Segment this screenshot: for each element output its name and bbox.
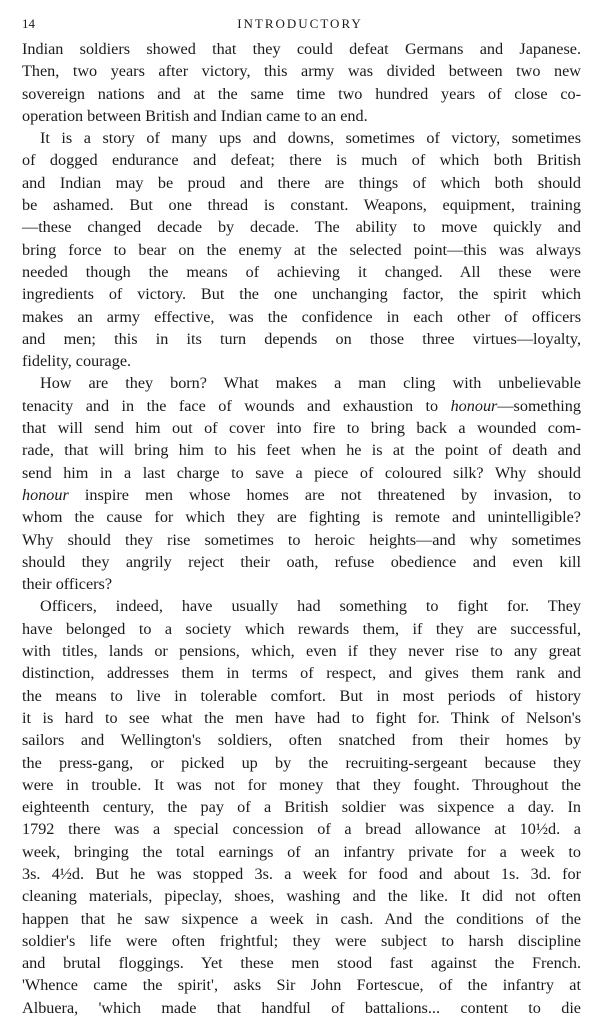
text-line: fidelity, courage. — [22, 352, 132, 371]
text-line: Then, two years after victory, this army was divided between two new — [22, 62, 581, 81]
text-line: have belonged to a society which rewards them, if they are successful, — [22, 619, 581, 638]
text-line: should they angrily reject their oath, refuse obedience and even kill — [22, 552, 581, 571]
text-line: It is a story of many ups and downs, sometimes of victory, sometimes — [40, 129, 581, 148]
text-line: needed though the means of achieving it changed. All these were — [22, 262, 581, 281]
text-line: it is hard to see what the men have had to fight for. Think of Nelson's — [22, 708, 581, 727]
text-line: that will send him out of cover into fire to bring back a wounded com- — [22, 419, 581, 438]
text-line: How are they born? What makes a man cling with unbelievable — [40, 374, 581, 393]
text-line: be ashamed. But one thread is constant. Weapons, equipment, training — [22, 196, 581, 215]
text-line: sovereign nations and at the same time two hundred years of close co- — [22, 84, 581, 103]
text-line: rade, that will bring him to his feet when he is at the point of death and — [22, 441, 581, 460]
running-title: INTRODUCTORY — [237, 16, 363, 31]
text-line: week, bringing the total earnings of an infantry private for a week to — [22, 842, 581, 861]
text-segment: inspire men whose homes are not threatened by invasion, to — [68, 485, 581, 504]
text-line: ingredients of victory. But the one unchanging factor, the spirit which — [22, 285, 581, 304]
text-line: distinction, addresses them in terms of respect, and gives them rank and — [22, 664, 581, 683]
running-head — [22, 16, 578, 36]
text-line: Officers, indeed, have usually had something to fight for. They — [40, 597, 581, 616]
text-line: their officers? — [22, 575, 113, 594]
text-line: whom the cause for which they are fighting is remote and unintelligible? — [22, 508, 581, 527]
text-line: with titles, lands or pensions, which, even if they never rise to any great — [22, 642, 581, 661]
text-line: the press-gang, or picked up by the recruiting-sergeant because they — [22, 753, 581, 772]
page-number: 14 — [22, 16, 35, 31]
text-line: sailors and Wellington's soldiers, often snatched from their homes by — [22, 731, 581, 750]
text-line: were in trouble. It was not for money that they fought. Throughout the — [22, 775, 581, 794]
text-line: and Indian may be proud and there are things of which both should — [22, 173, 581, 192]
text-line: cleaning materials, pipeclay, shoes, washing and the like. It did not often — [22, 887, 581, 906]
text-line: 3s. 4½d. But he was stopped 3s. a week for food and about 1s. 3d. for — [22, 864, 581, 883]
text-line: send him in a last charge to save a piece of coloured silk? Why should — [22, 463, 581, 482]
text-line: the means to live in tolerable comfort. But in most periods of history — [22, 686, 581, 705]
text-line: happen that he saw sixpence a week in cash. And the conditions of the — [22, 909, 581, 928]
text-line: bring force to bear on the enemy at the selected point—this was always — [22, 240, 581, 259]
text-line: soldier's life were often frightful; they were subject to harsh discipline — [22, 931, 581, 950]
text-line — [22, 395, 581, 417]
text-line: Why should they rise sometimes to heroic heights—and why sometimes — [22, 530, 581, 549]
text-line: Albuera, 'which made that handful of battalions... content to die — [22, 998, 581, 1017]
text-line: makes an army effective, was the confidence in each other of officers — [22, 307, 581, 326]
text-line: and men; this in its turn depends on those three virtues—loyalty, — [22, 329, 581, 348]
text-line: Indian soldiers showed that they could defeat Germans and Japanese. — [22, 40, 581, 58]
text-line: —these changed decade by decade. The ability to move quickly and — [22, 218, 581, 237]
text-segment: tenacity and in the face of wounds and exhaustion to — [22, 396, 451, 415]
italic-word: honour — [22, 485, 69, 504]
text-line: operation between British and Indian came to an end. — [22, 106, 368, 125]
text-segment: —something — [497, 396, 581, 415]
text-line: and brutal floggings. Yet these men stood fast against the French. — [22, 954, 581, 973]
italic-word: honour — [450, 396, 498, 415]
text-line: 1792 there was a special concession of a bread allowance at 10½d. a — [22, 820, 581, 839]
text-line — [22, 484, 581, 506]
body-text — [22, 38, 581, 1019]
text-line: 'Whence came the spirit', asks Sir John Fortescue, of the infantry at — [22, 976, 581, 995]
text-line: eighteenth century, the pay of a British soldier was sixpence a day. In — [22, 798, 581, 817]
text-line: of dogged endurance and defeat; there is much of which both British — [22, 151, 581, 170]
